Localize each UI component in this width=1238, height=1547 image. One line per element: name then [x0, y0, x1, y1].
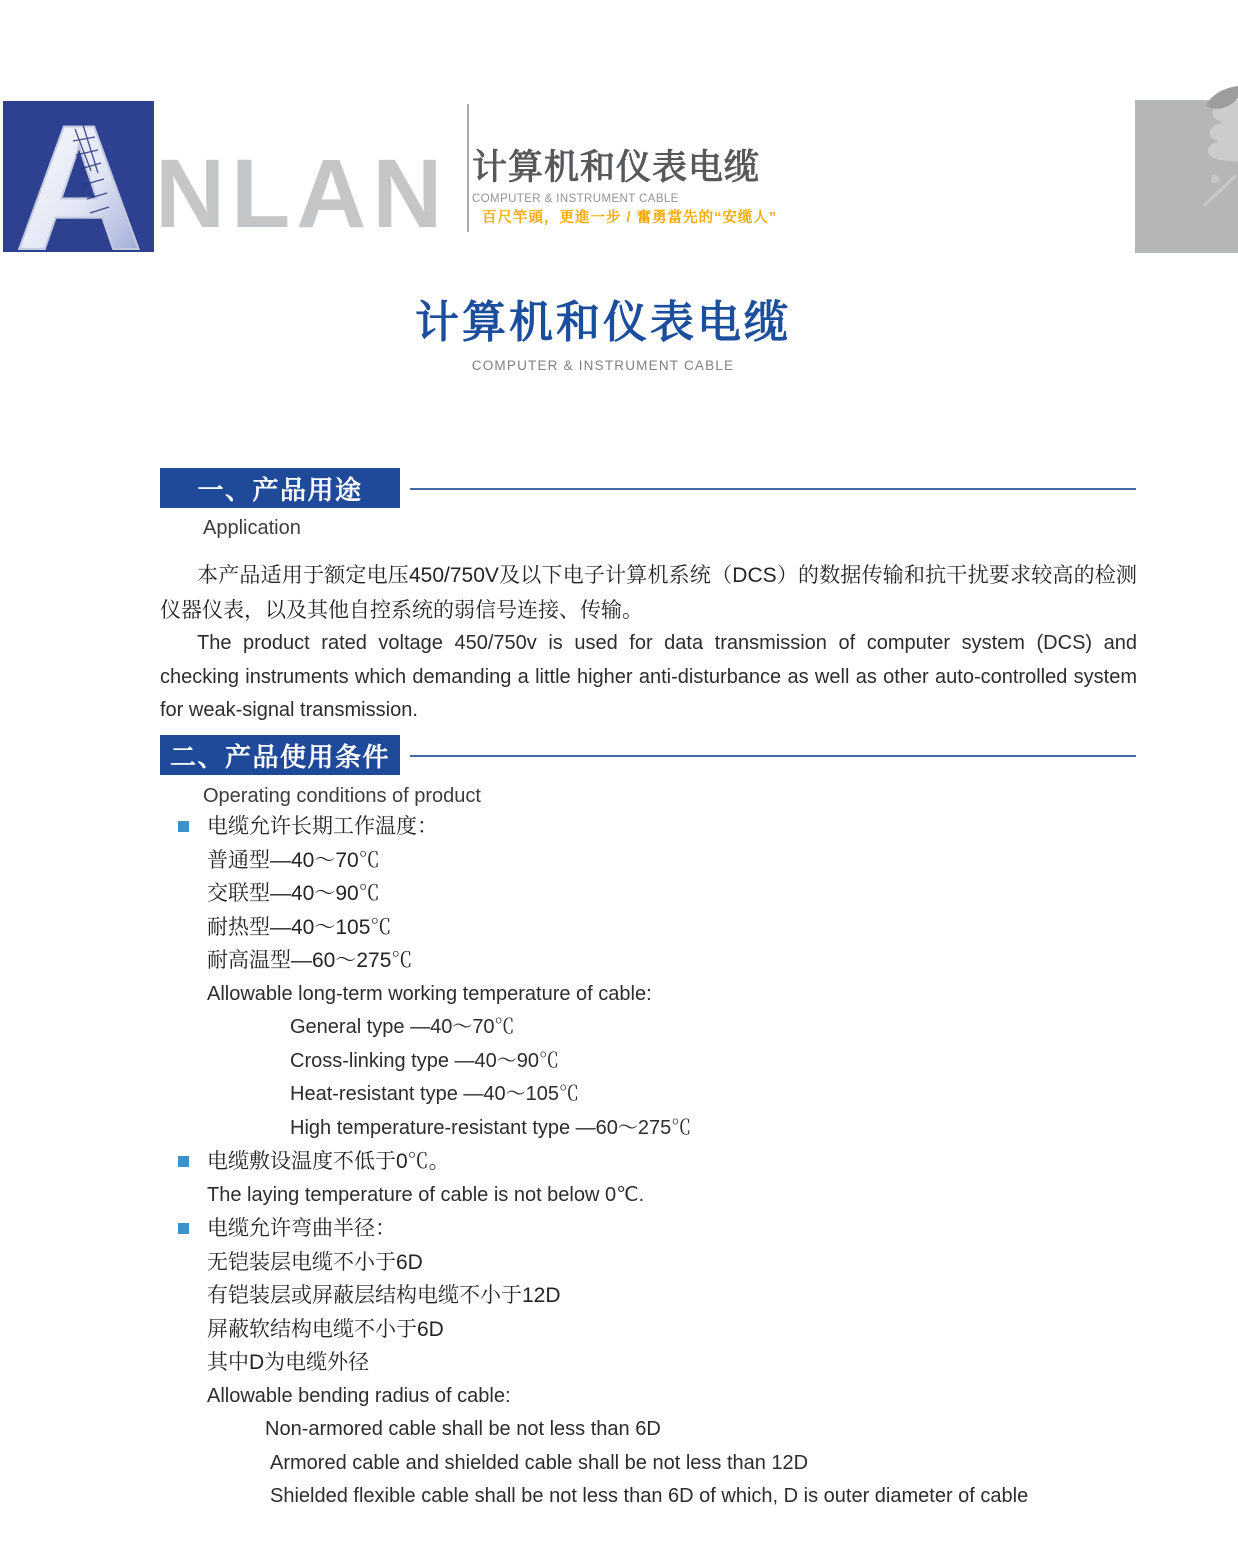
logo-letter-a: A — [14, 101, 144, 252]
list-item-text: Allowable bending radius of cable: — [207, 1384, 511, 1407]
page-subtitle: COMPUTER & INSTRUMENT CABLE — [471, 358, 735, 373]
list-item-text: Heat-resistant type —40～105℃ — [290, 1083, 580, 1105]
list-item — [160, 1145, 1140, 1179]
list-item-text: 其中D为电缆外径 — [207, 1351, 370, 1374]
list-item — [160, 1346, 1140, 1380]
list-item-text: 屏蔽软结构电缆不小于6D — [207, 1317, 444, 1341]
logo-text: NLAN — [155, 139, 449, 248]
section2-rule — [410, 755, 1136, 757]
list-item-text: General type —40～70℃ — [290, 1016, 515, 1038]
header-divider — [467, 104, 469, 232]
list-item — [160, 1246, 1140, 1280]
list-item — [160, 810, 1140, 844]
page-title: 计算机和仪表电缆 — [415, 298, 791, 347]
list-item — [160, 1045, 1140, 1079]
list-item-text: 耐高温型—60～275℃ — [207, 949, 413, 972]
bullet-square-icon — [178, 1156, 189, 1167]
list-item — [160, 1078, 1140, 1112]
section1-heading-banner — [160, 468, 400, 508]
list-item — [160, 978, 1140, 1012]
section1-subheading: Application — [203, 517, 301, 539]
section2-subheading: Operating conditions of product — [203, 785, 481, 807]
list-item-text: Cross-linking type —40～90℃ — [290, 1049, 559, 1072]
application-paragraph-en: The product rated voltage 450/750v is used for data transmission of computer system (DCS) and checking instruments which demanding a little higher anti-disturbance as well as other auto-controlled system for weak-signal transmission. — [160, 632, 1137, 721]
list-item-text: Non-armored cable shall be not less than 6D — [265, 1418, 661, 1440]
section2-heading-banner — [160, 735, 400, 775]
header-tagline: 百尺竿頭，更進一步 / 奮勇當先的“安缆人” — [482, 210, 778, 226]
list-item-text: Armored cable and shielded cable shall be not less than 12D — [270, 1451, 809, 1474]
list-item — [160, 1011, 1140, 1045]
list-item-text: 耐热型—40～105℃ — [207, 915, 392, 939]
corner-decoration — [1135, 100, 1238, 253]
anlan-logo-icon — [3, 101, 154, 252]
list-item — [160, 1413, 1140, 1447]
leaf-icon — [1135, 100, 1238, 253]
section1-heading: 一、产品用途 — [197, 474, 363, 505]
list-item — [160, 911, 1140, 945]
list-item — [160, 1112, 1140, 1146]
list-item-text: Allowable long-term working temperature of cable: — [207, 982, 652, 1005]
bullet-square-icon — [178, 1223, 189, 1234]
list-item — [160, 1212, 1140, 1246]
application-paragraph-zh: 本产品适用于额定电压450/750V及以下电子计算机系统（DCS）的数据传输和抗干扰要求较高的检测仪器仪表，以及其他自控系统的弱信号连接、传输。 — [160, 564, 1137, 622]
list-item — [160, 1279, 1140, 1313]
list-item-text: 无铠装层电缆不小于6D — [207, 1250, 423, 1274]
header-product-subtitle: COMPUTER & INSTRUMENT CABLE — [472, 193, 679, 205]
list-item — [160, 1480, 1140, 1514]
list-item — [160, 1313, 1140, 1347]
list-item — [160, 844, 1140, 878]
list-item — [160, 1447, 1140, 1481]
list-item-text: Shielded flexible cable shall be not less than 6D of which, D is outer diameter of cable — [270, 1485, 1029, 1507]
conditions-list — [160, 810, 1140, 1514]
list-item-text: 电缆允许弯曲半径： — [207, 1217, 396, 1240]
list-item-text: 电缆允许长期工作温度： — [207, 815, 438, 838]
list-item-text: 电缆敷设温度不低于0℃。 — [207, 1150, 450, 1173]
list-item — [160, 1179, 1140, 1213]
header-product-title: 计算机和仪表电缆 — [472, 148, 761, 187]
section2-heading: 二、产品使用条件 — [169, 741, 390, 772]
list-item — [160, 877, 1140, 911]
list-item-text: 有铠装层或屏蔽层结构电缆不小于12D — [207, 1284, 561, 1307]
bullet-square-icon — [178, 821, 189, 832]
list-item-text: The laying temperature of cable is not below 0℃. — [207, 1183, 645, 1206]
list-item-text: High temperature-resistant type —60～275℃ — [290, 1116, 692, 1139]
list-item — [160, 944, 1140, 978]
list-item-text: 交联型—40～90℃ — [207, 882, 380, 905]
leaf-dark-icon — [1186, 86, 1238, 116]
list-item — [160, 1380, 1140, 1414]
section1-rule — [410, 488, 1136, 490]
list-item-text: 普通型—40～70℃ — [207, 848, 380, 872]
